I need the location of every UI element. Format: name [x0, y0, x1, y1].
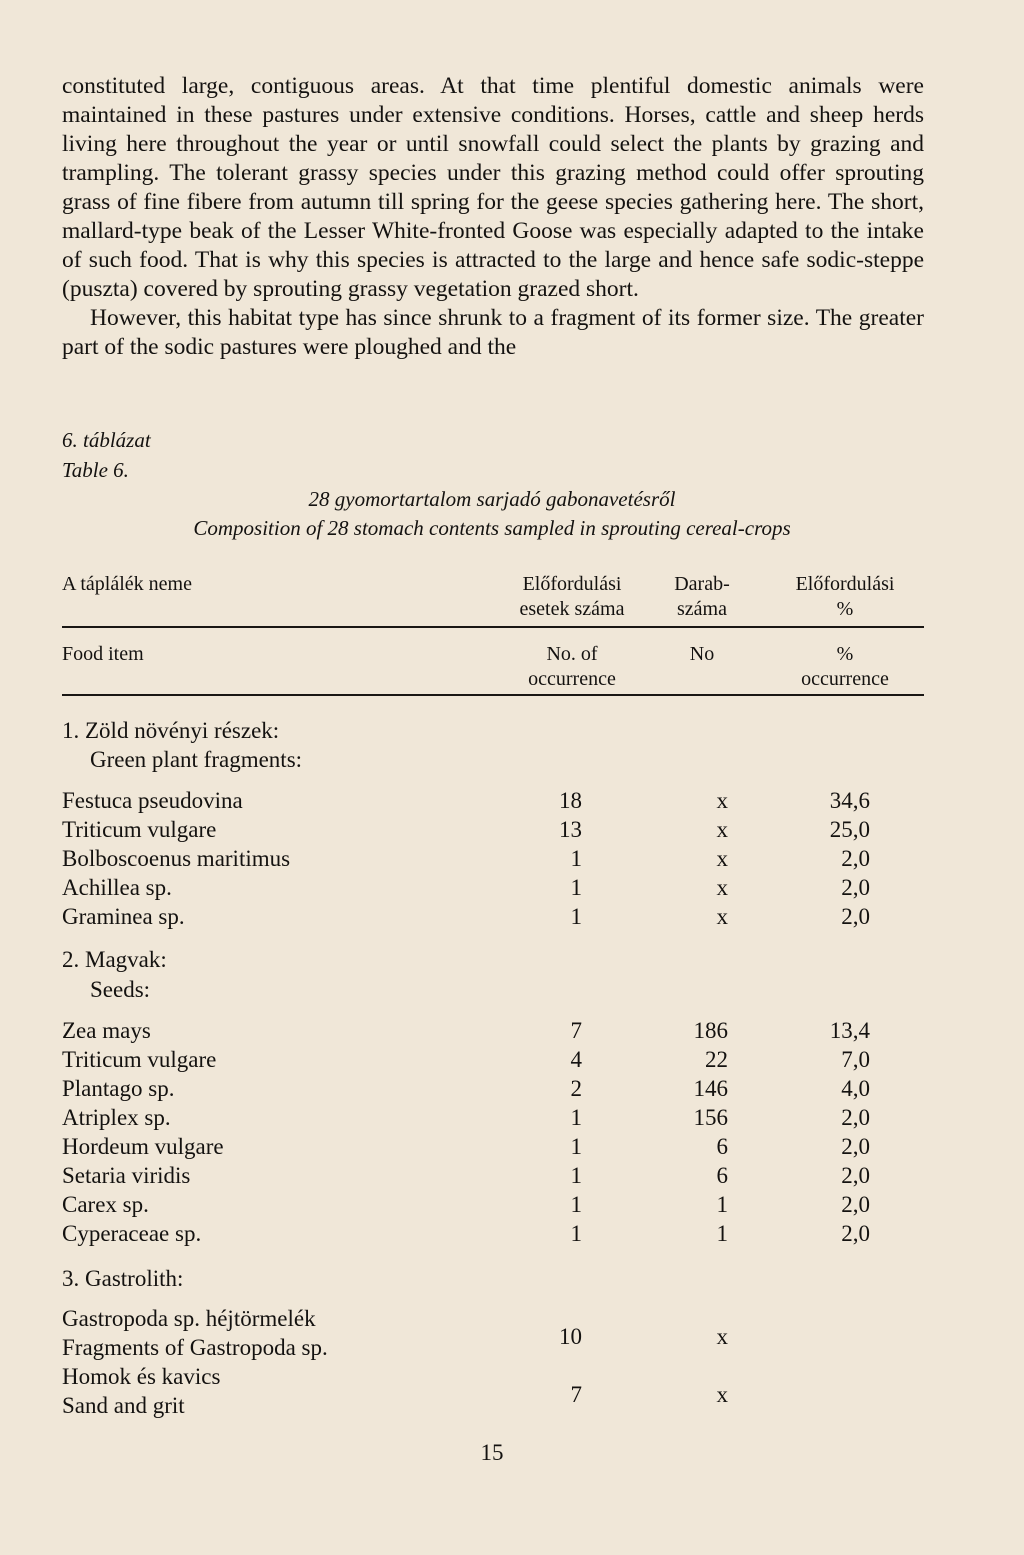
occurrence-percent: 25,0 [829, 817, 870, 842]
occurrence-percent: 2,0 [841, 875, 870, 900]
food-name: Achillea sp. [62, 875, 172, 900]
header-pct-hu-1: Előfordulási [795, 573, 895, 595]
item-count: x [716, 817, 728, 842]
table-row [62, 1074, 924, 1103]
section-heading: Green plant fragments: [90, 747, 303, 772]
occurrence-percent: 13,4 [829, 1018, 870, 1043]
food-name: Triticum vulgare [62, 817, 217, 842]
table-row [62, 1219, 924, 1248]
occurrence-count: 7 [570, 1018, 582, 1043]
item-count: 146 [693, 1076, 728, 1101]
occurrence-count: 1 [570, 1134, 582, 1159]
food-name: Sand and grit [62, 1393, 185, 1418]
table-row [62, 786, 924, 815]
item-count: x [716, 904, 728, 929]
food-name: Setaria viridis [62, 1163, 191, 1188]
table-row [62, 1132, 924, 1161]
paragraph: constituted large, contiguous areas. At that time plentiful domestic animals were maintained in these pastures under extensive conditions. Horses, cattle and sheep herds living here throughout the year or until snowfall could select the plants by grazing and trampling. The tolerant grassy species under this grazing method could offer sprouting grass of fine fibere from autumn till spring for the geese species gathering here. The short, mallard-type beak of the Lesser White-fronted Goose was especially adapted to the intake of such food. That is why this species is attracted to the large and hence safe sodic-steppe (puszta) covered by sprouting grassy vegetation grazed short. [62, 73, 924, 302]
occurrence-percent: 2,0 [841, 904, 870, 929]
table-row [62, 1380, 924, 1409]
occurrence-count: 1 [570, 1163, 582, 1188]
food-name: Graminea sp. [62, 904, 185, 929]
page-number: 15 [480, 1440, 504, 1465]
item-count: 1 [716, 1221, 728, 1246]
item-count: 6 [716, 1134, 728, 1159]
occurrence-count: 1 [570, 1105, 582, 1130]
header-pct-en-1: % [836, 643, 854, 665]
occurrence-count: 10 [559, 1324, 582, 1349]
table-row [62, 1016, 924, 1045]
food-name: Homok és kavics [62, 1364, 221, 1389]
table-rule-top [62, 626, 924, 628]
item-count: 186 [693, 1018, 728, 1043]
food-name: Fragments of Gastropoda sp. [62, 1335, 328, 1360]
item-count: 1 [716, 1192, 728, 1217]
occurrence-percent: 4,0 [841, 1076, 870, 1101]
header-no-hu-1: Darab- [674, 573, 730, 595]
food-name: Carex sp. [62, 1192, 149, 1217]
item-count: x [716, 1382, 728, 1407]
item-count: x [716, 788, 728, 813]
table-row [62, 873, 924, 902]
food-name: Gastropoda sp. héjtörmelék [62, 1306, 316, 1331]
food-name: Atriplex sp. [62, 1105, 171, 1130]
occurrence-count: 1 [570, 904, 582, 929]
table-row [62, 1103, 924, 1132]
table-row [62, 1322, 924, 1351]
item-count: x [716, 875, 728, 900]
food-name: Hordeum vulgare [62, 1134, 224, 1159]
table-row [62, 1045, 924, 1074]
food-name: Triticum vulgare [62, 1047, 217, 1072]
header-pct-en-2: occurrence [801, 668, 889, 690]
header-food-en: Food item [62, 643, 144, 665]
table-rule-header [62, 694, 924, 696]
header-no-hu-2: száma [677, 598, 727, 620]
table-row [62, 815, 924, 844]
occurrence-percent: 34,6 [829, 788, 870, 813]
occurrence-count: 1 [570, 1221, 582, 1246]
occurrence-count: 1 [570, 1192, 582, 1217]
food-name: Plantago sp. [62, 1076, 175, 1101]
header-food-hu: A táplálék neme [62, 573, 192, 595]
item-count: 156 [693, 1105, 728, 1130]
food-name: Bolboscoenus maritimus [62, 846, 291, 871]
section-heading: Seeds: [90, 977, 151, 1002]
occurrence-percent: 2,0 [841, 1134, 870, 1159]
table-label-hu: 6. táblázat [62, 428, 151, 452]
header-occ-hu-2: esetek száma [519, 598, 625, 620]
occurrence-count: 18 [559, 788, 582, 813]
food-name: Cyperaceae sp. [62, 1221, 202, 1246]
occurrence-percent: 2,0 [841, 1221, 870, 1246]
header-occ-hu-1: Előfordulási [522, 573, 622, 595]
item-count: x [716, 846, 728, 871]
header-pct-hu-2: % [836, 598, 854, 620]
body-text [62, 72, 924, 362]
item-count: 22 [705, 1047, 728, 1072]
occurrence-count: 2 [570, 1076, 582, 1101]
occurrence-count: 1 [570, 846, 582, 871]
table-row [62, 1190, 924, 1219]
item-count: 6 [716, 1163, 728, 1188]
occurrence-percent: 7,0 [841, 1047, 870, 1072]
occurrence-count: 7 [570, 1382, 582, 1407]
section-heading: 1. Zöld növényi részek: [62, 718, 280, 743]
table-label-en: Table 6. [62, 458, 129, 482]
table-row [62, 844, 924, 873]
occurrence-count: 4 [570, 1047, 582, 1072]
paragraph: However, this habitat type has since shrunk to a fragment of its former size. The greater part of the sodic pastures were ploughed and the [62, 305, 924, 360]
occurrence-count: 1 [570, 875, 582, 900]
food-name: Zea mays [62, 1018, 151, 1043]
header-occ-en-1: No. of [546, 643, 598, 665]
header-occ-en-2: occurrence [528, 668, 616, 690]
food-name: Festuca pseudovina [62, 788, 243, 813]
occurrence-count: 13 [559, 817, 582, 842]
table-title-en: Composition of 28 stomach contents sampled in sprouting cereal-crops [193, 516, 791, 540]
occurrence-percent: 2,0 [841, 1105, 870, 1130]
table-row [62, 1161, 924, 1190]
section-heading: 2. Magvak: [62, 947, 167, 972]
section-heading: 3. Gastrolith: [62, 1266, 184, 1291]
header-no-en: No [689, 643, 715, 665]
table-row [62, 902, 924, 931]
occurrence-percent: 2,0 [841, 1192, 870, 1217]
table-title-hu: 28 gyomortartalom sarjadó gabonavetésről [308, 487, 676, 511]
item-count: x [716, 1324, 728, 1349]
occurrence-percent: 2,0 [841, 1163, 870, 1188]
occurrence-percent: 2,0 [841, 846, 870, 871]
